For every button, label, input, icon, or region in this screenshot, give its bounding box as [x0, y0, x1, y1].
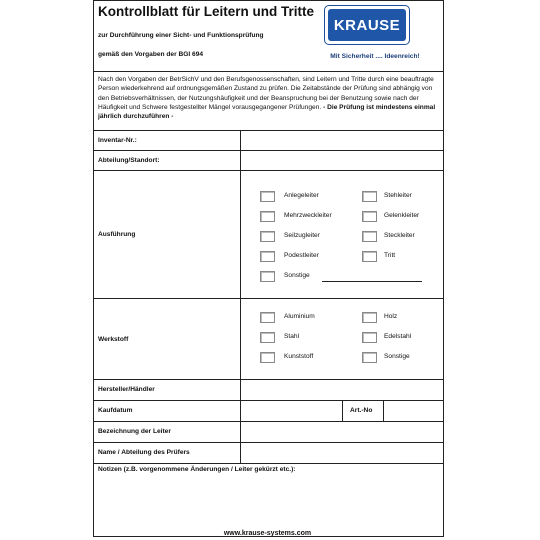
checkbox-stahl[interactable] [260, 332, 275, 343]
checkbox-mehrzweckleiter[interactable] [260, 211, 275, 222]
option-holz: Holz [384, 313, 398, 320]
form-title: Kontrollblatt für Leitern und Tritte [98, 4, 314, 19]
checkbox-kunststoff[interactable] [260, 352, 275, 363]
row-notizen[interactable] [94, 464, 443, 536]
form-header [94, 1, 443, 72]
checkbox-anlegeleiter[interactable] [260, 191, 275, 202]
checkbox-sonstige-werkstoff[interactable] [362, 352, 377, 363]
row-werkstoff [94, 299, 443, 380]
row-ausfuehrung [94, 171, 443, 299]
form-regulation: gemäß den Vorgaben der BGI 694 [98, 51, 204, 58]
label-artno: Art.-No [350, 407, 373, 414]
label-hersteller: Hersteller/Händler [98, 386, 155, 393]
label-pruefer: Name / Abteilung des Prüfers [98, 449, 190, 456]
option-stehleiter: Stehleiter [384, 192, 412, 199]
krause-logo [324, 5, 410, 45]
label-abteilung: Abteilung/Standort: [98, 157, 160, 164]
label-notizen: Notizen (z.B. vorgenommene Änderungen / Leiter gekürzt etc.): [98, 466, 296, 473]
option-sonstige-werkstoff: Sonstige [384, 353, 410, 360]
checkbox-podestleiter[interactable] [260, 251, 275, 262]
row-bezeichnung[interactable] [94, 422, 443, 443]
checkbox-gelenkleiter[interactable] [362, 211, 377, 222]
row-hersteller[interactable] [94, 380, 443, 401]
option-podestleiter: Podestleiter [284, 252, 319, 259]
option-aluminium: Aluminium [284, 313, 315, 320]
checkbox-stehleiter[interactable] [362, 191, 377, 202]
label-inventar: Inventar-Nr.: [98, 137, 137, 144]
option-tritt: Tritt [384, 252, 396, 259]
row-inventar[interactable] [94, 131, 443, 151]
logo-text: KRAUSE [333, 16, 401, 34]
checkbox-steckleiter[interactable] [362, 231, 377, 242]
intro-text [94, 72, 443, 131]
label-kaufdatum: Kaufdatum [98, 407, 133, 414]
intro-emphasis: - Die Prüfung ist mindestens einmal jährlich durchzuführen - [98, 103, 436, 121]
checkbox-tritt[interactable] [362, 251, 377, 262]
option-edelstahl: Edelstahl [384, 333, 412, 340]
checkbox-holz[interactable] [362, 312, 377, 323]
sonstige-ausfuehrung-line[interactable] [322, 281, 422, 282]
row-kaufdatum[interactable] [94, 401, 443, 422]
checkbox-sonstige-ausfuehrung[interactable] [260, 271, 275, 282]
option-kunststoff: Kunststoff [284, 353, 314, 360]
option-stahl: Stahl [284, 333, 300, 340]
row-abteilung[interactable] [94, 151, 443, 171]
form-page [93, 0, 444, 540]
checkbox-seilzugleiter[interactable] [260, 231, 275, 242]
option-seilzugleiter: Seilzugleiter [284, 232, 320, 239]
option-steckleiter: Steckleiter [384, 232, 415, 239]
footer-url[interactable]: www.krause-systems.com [223, 530, 312, 537]
form-subtitle: zur Durchführung einer Sicht- und Funktionsprüfung [98, 32, 264, 39]
slogan: Mit Sicherheit .... Ideenreich! [330, 53, 420, 60]
label-werkstoff: Werkstoff [98, 336, 129, 343]
label-bezeichnung: Bezeichnung der Leiter [98, 428, 171, 435]
intro-body: Nach den Vorgaben der BetrSichV und den Berufsgenossenschaften, sind Leitern und Tritte durch eine beauftragte Person wiederkehrend auf ordnungsgemäßen Zustand zu prüfen. Die Zeitabstände der Prüfung sind abhängig von den Betriebsverhältnissen, der Nutzungshäufigkeit und der Beanspruchung bei der Benutzung sowie nach der Häufigkeit und Schwere festgestellter Mängel vorausgegangener Prüfungen. [98, 76, 434, 111]
checkbox-edelstahl[interactable] [362, 332, 377, 343]
option-gelenkleiter: Gelenkleiter [384, 212, 420, 219]
option-sonstige-ausfuehrung: Sonstige [284, 272, 310, 279]
checkbox-aluminium[interactable] [260, 312, 275, 323]
label-ausfuehrung: Ausführung [98, 231, 136, 238]
option-mehrzweckleiter: Mehrzweckleiter [284, 212, 332, 219]
option-anlegeleiter: Anlegeleiter [284, 192, 319, 199]
form-frame [93, 0, 444, 537]
row-pruefer[interactable] [94, 443, 443, 464]
